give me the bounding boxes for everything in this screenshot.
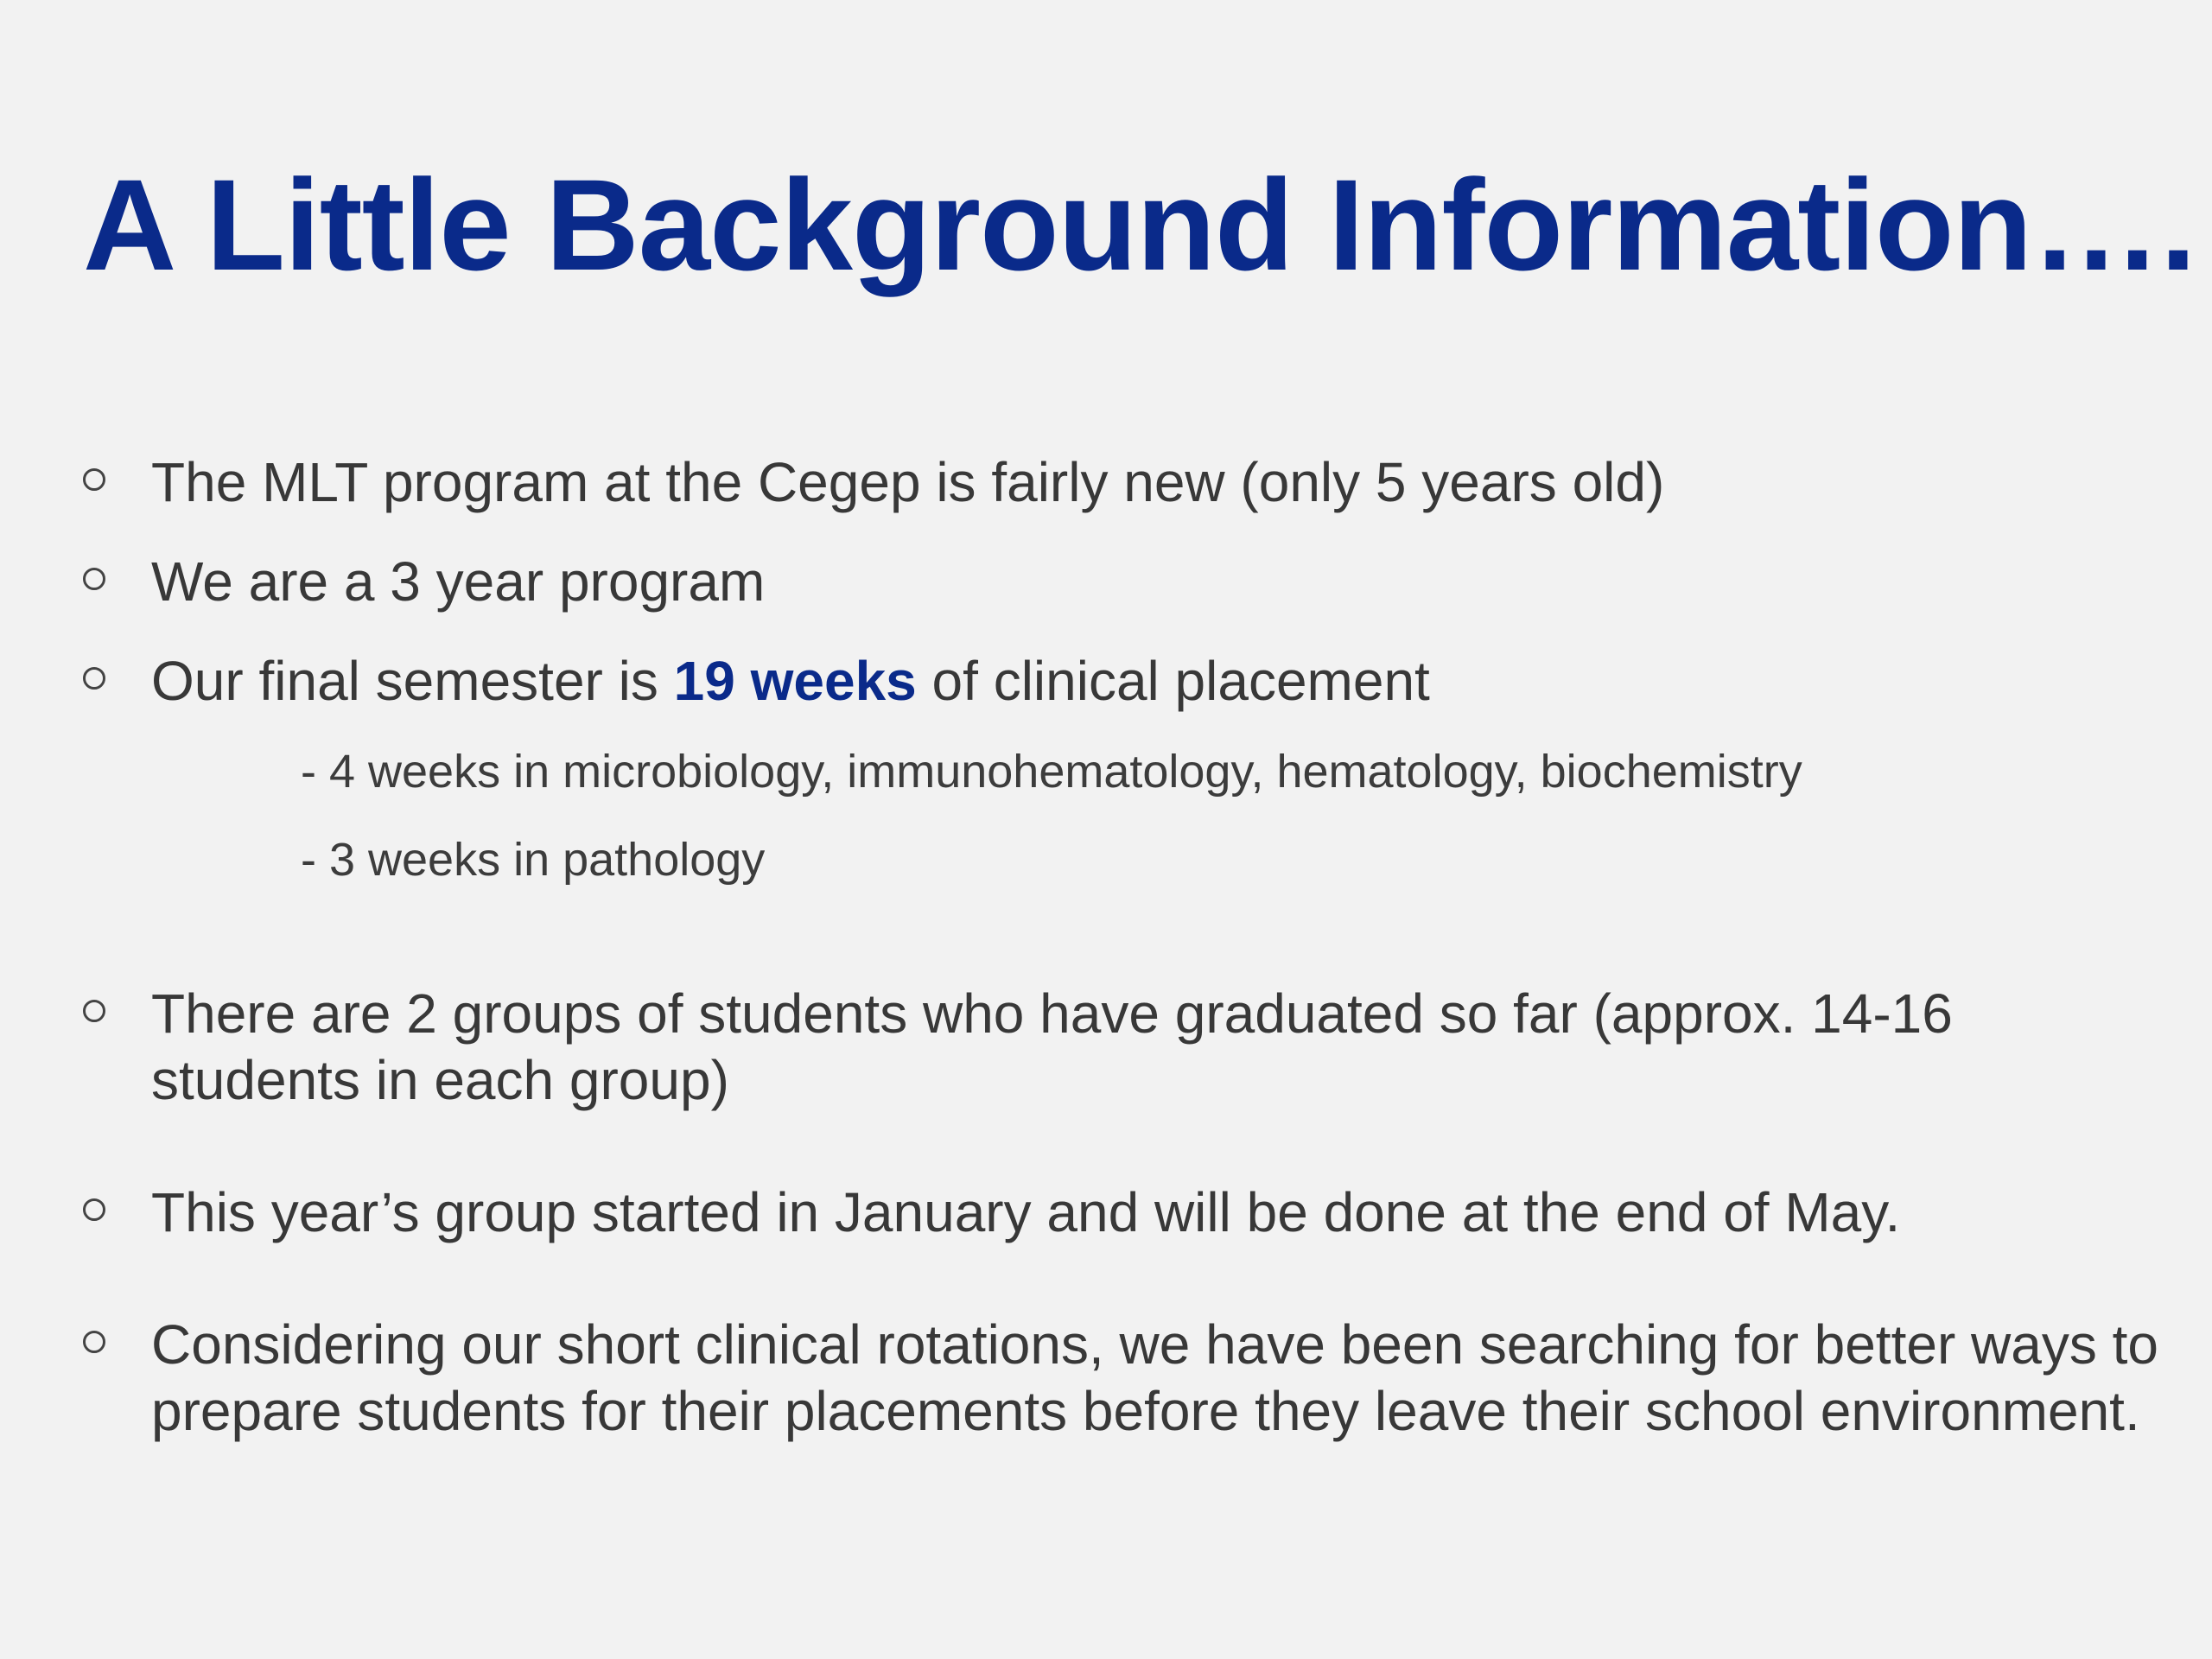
- bullet-circle-icon: [83, 667, 105, 690]
- bullet-text: This year’s group started in January and will be done at the end of May.: [151, 1181, 1901, 1243]
- bullet-circle-icon: [83, 468, 105, 491]
- bullet-text: There are 2 groups of students who have graduated so far (approx. 14-16 students in each group): [151, 982, 1953, 1111]
- bullet-text: Considering our short clinical rotations, we have been searching for better ways to prepare students for their placements before they leave their school environment.: [151, 1313, 2158, 1442]
- bullet-text: We are a 3 year program: [151, 550, 766, 613]
- bullet-circle-icon: [83, 1331, 105, 1353]
- highlight-duration: 19 weeks: [673, 650, 917, 712]
- bullet-text: [151, 648, 2164, 715]
- bullet-circle-icon: [83, 568, 105, 590]
- bullet-text-suffix: of clinical placement: [916, 650, 1430, 712]
- bullet-text-prefix: Our final semester is: [151, 650, 674, 712]
- slide-title: A Little Background Information….: [83, 152, 2196, 297]
- bullet-text: The MLT program at the Cegep is fairly new (only 5 years old): [151, 451, 1665, 513]
- sub-item: - 3 weeks in pathology: [301, 834, 766, 886]
- sub-item: - 4 weeks in microbiology, immunohematology, hematology, biochemistry: [301, 746, 1802, 798]
- bullet-circle-icon: [83, 1198, 105, 1221]
- bullet-circle-icon: [83, 1000, 105, 1022]
